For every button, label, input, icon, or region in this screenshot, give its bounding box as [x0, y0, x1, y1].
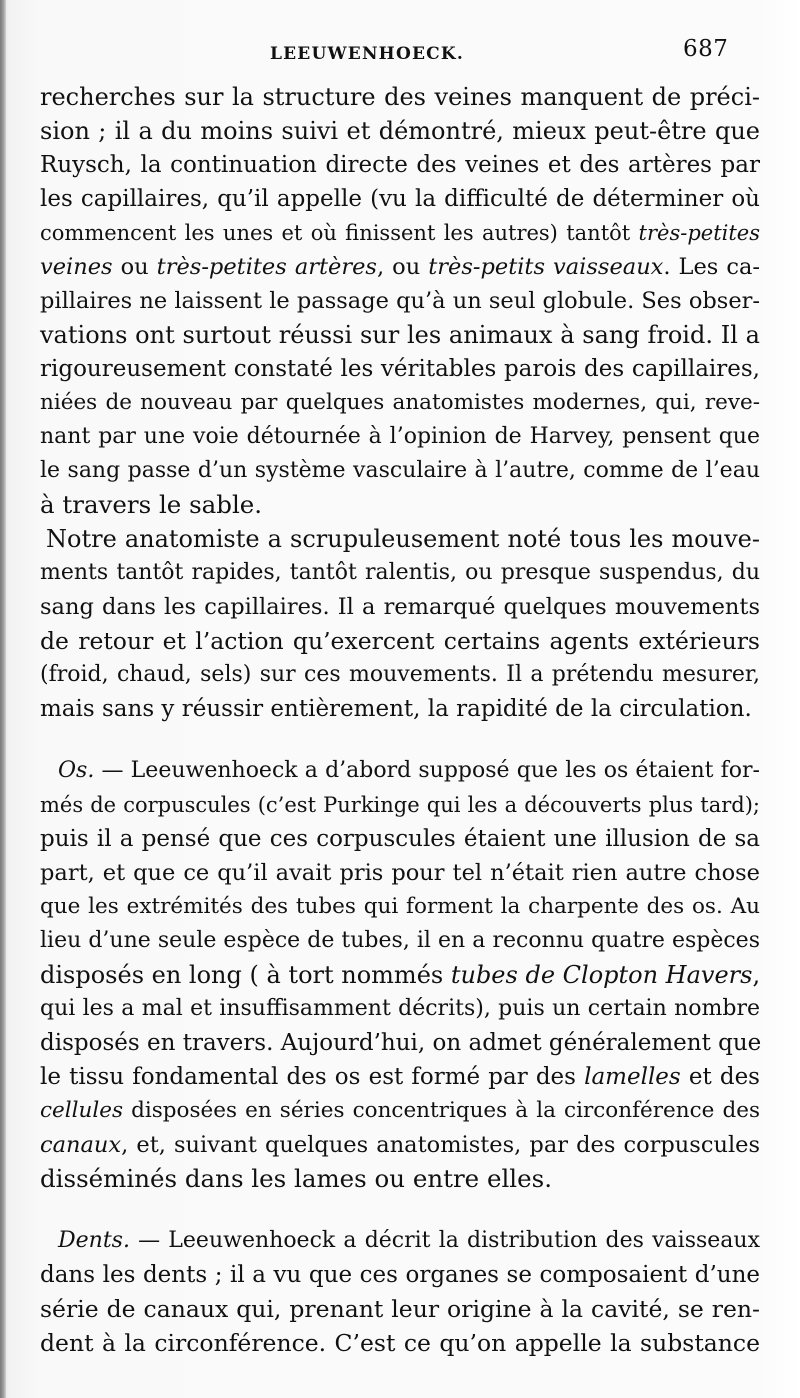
- paragraph-bones: [40, 754, 760, 1196]
- text-line: canaux, et, suivant quelques anatomistes, par des corpuscules: [40, 1132, 760, 1158]
- text-line: lieu d’une seule espèce de tubes, il en a reconnu quatre espèces: [40, 928, 760, 953]
- text-line: Os. — Leeuwenhoeck a d’abord supposé que les os étaient for-: [58, 758, 760, 783]
- body-text: [40, 80, 760, 1360]
- text-line: niées de nouveau par quelques anatomistes modernes, qui, reve-: [40, 390, 760, 415]
- text-line: sion ; il a du moins suivi et démontré, mieux peut-être que: [40, 117, 760, 145]
- text-line: le tissu fondamental des os est formé par des lamelles et des: [40, 1064, 760, 1090]
- text-line: pillaires ne laissent le passage qu’à un seul globule. Ses obser-: [40, 288, 760, 314]
- text-line: le sang passe d’un système vasculaire à l’autre, comme de l’eau: [40, 458, 760, 483]
- text-line: Notre anatomiste a scrupuleusement noté tous les mouve-: [46, 525, 760, 553]
- paragraph-veins: [40, 80, 760, 522]
- section-gap: [40, 726, 760, 754]
- text-line: que les extrémités des tubes qui forment la charpente des os. Au: [40, 894, 760, 919]
- text-line: disséminés dans les lames ou entre elles.: [40, 1164, 552, 1193]
- text-line: més de corpuscules (c’est Purkinge qui les a découverts plus tard);: [40, 793, 760, 817]
- paragraph-teeth: [40, 1224, 760, 1360]
- text-line: série de canaux qui, prenant leur origine à la cavité, se ren-: [40, 1295, 760, 1323]
- text-line: vations ont surtout réussi sur les animaux à sang froid. Il a: [40, 321, 760, 349]
- text-line: Dents. — Leeuwenhoeck a décrit la distribution des vaisseaux: [58, 1228, 760, 1253]
- text-line: les capillaires, qu’il appelle (vu la difficulté de déterminer où: [40, 186, 760, 212]
- text-line: à travers le sable.: [40, 490, 263, 519]
- text-line: part, et que ce qu’il avait pris pour tel n’était rien autre chose: [40, 860, 760, 886]
- page-number: 687: [683, 36, 729, 62]
- text-line: dent à la circonférence. C’est ce qu’on appelle la substance: [40, 1329, 760, 1357]
- section-gap: [40, 1196, 760, 1224]
- text-line: recherches sur la structure des veines manquent de préci-: [40, 83, 760, 111]
- text-line: de retour et l’action qu’exercent certains agents extérieurs: [40, 627, 760, 655]
- text-line: dans les dents ; il a vu que ces organes se composaient d’une: [40, 1262, 760, 1288]
- text-line: Ruysch, la continuation directe des veines et des artères par: [40, 152, 760, 178]
- page-spine-shadow: [0, 0, 6, 1398]
- text-line: (froid, chaud, sels) sur ces mouvements. Il a prétendu mesurer,: [40, 662, 760, 687]
- text-line: disposés en long ( à tort nommés tubes de Clopton Havers,: [40, 961, 761, 989]
- text-line: sang dans les capillaires. Il a remarqué quelques mouvements: [40, 594, 760, 620]
- text-line: commencent les unes et où finissent les autres) tantôt très-petites: [40, 221, 760, 245]
- text-line: mais sans y réussir entièrement, la rapidité de la circulation.: [40, 696, 752, 722]
- text-line: ments tantôt rapides, tantôt ralentis, ou presque suspendus, du: [40, 560, 760, 585]
- running-head: LEEUWENHOECK.: [270, 44, 464, 64]
- text-line: disposés en travers. Aujourd’hui, on admet généralement que: [40, 1030, 762, 1056]
- paragraph-movements: [40, 522, 760, 726]
- page-header: [0, 30, 800, 70]
- text-line: puis il a pensé que ces corpuscules étaient une illusion de sa: [40, 826, 760, 852]
- text-line: rigoureusement constaté les véritables parois des capillaires,: [40, 356, 760, 382]
- text-line: cellules disposées en séries concentriques à la circonférence des: [40, 1098, 760, 1123]
- section-heading-dents: Dents.: [58, 1228, 130, 1253]
- text-line: veines ou très-petites artères, ou très-petits vaisseaux. Les ca-: [40, 254, 760, 280]
- section-heading-os: Os.: [58, 758, 95, 783]
- text-line: qui les a mal et insuffisamment décrits), puis un certain nombre: [40, 996, 760, 1021]
- text-line: nant par une voie détournée à l’opinion de Harvey, pensent que: [40, 424, 760, 449]
